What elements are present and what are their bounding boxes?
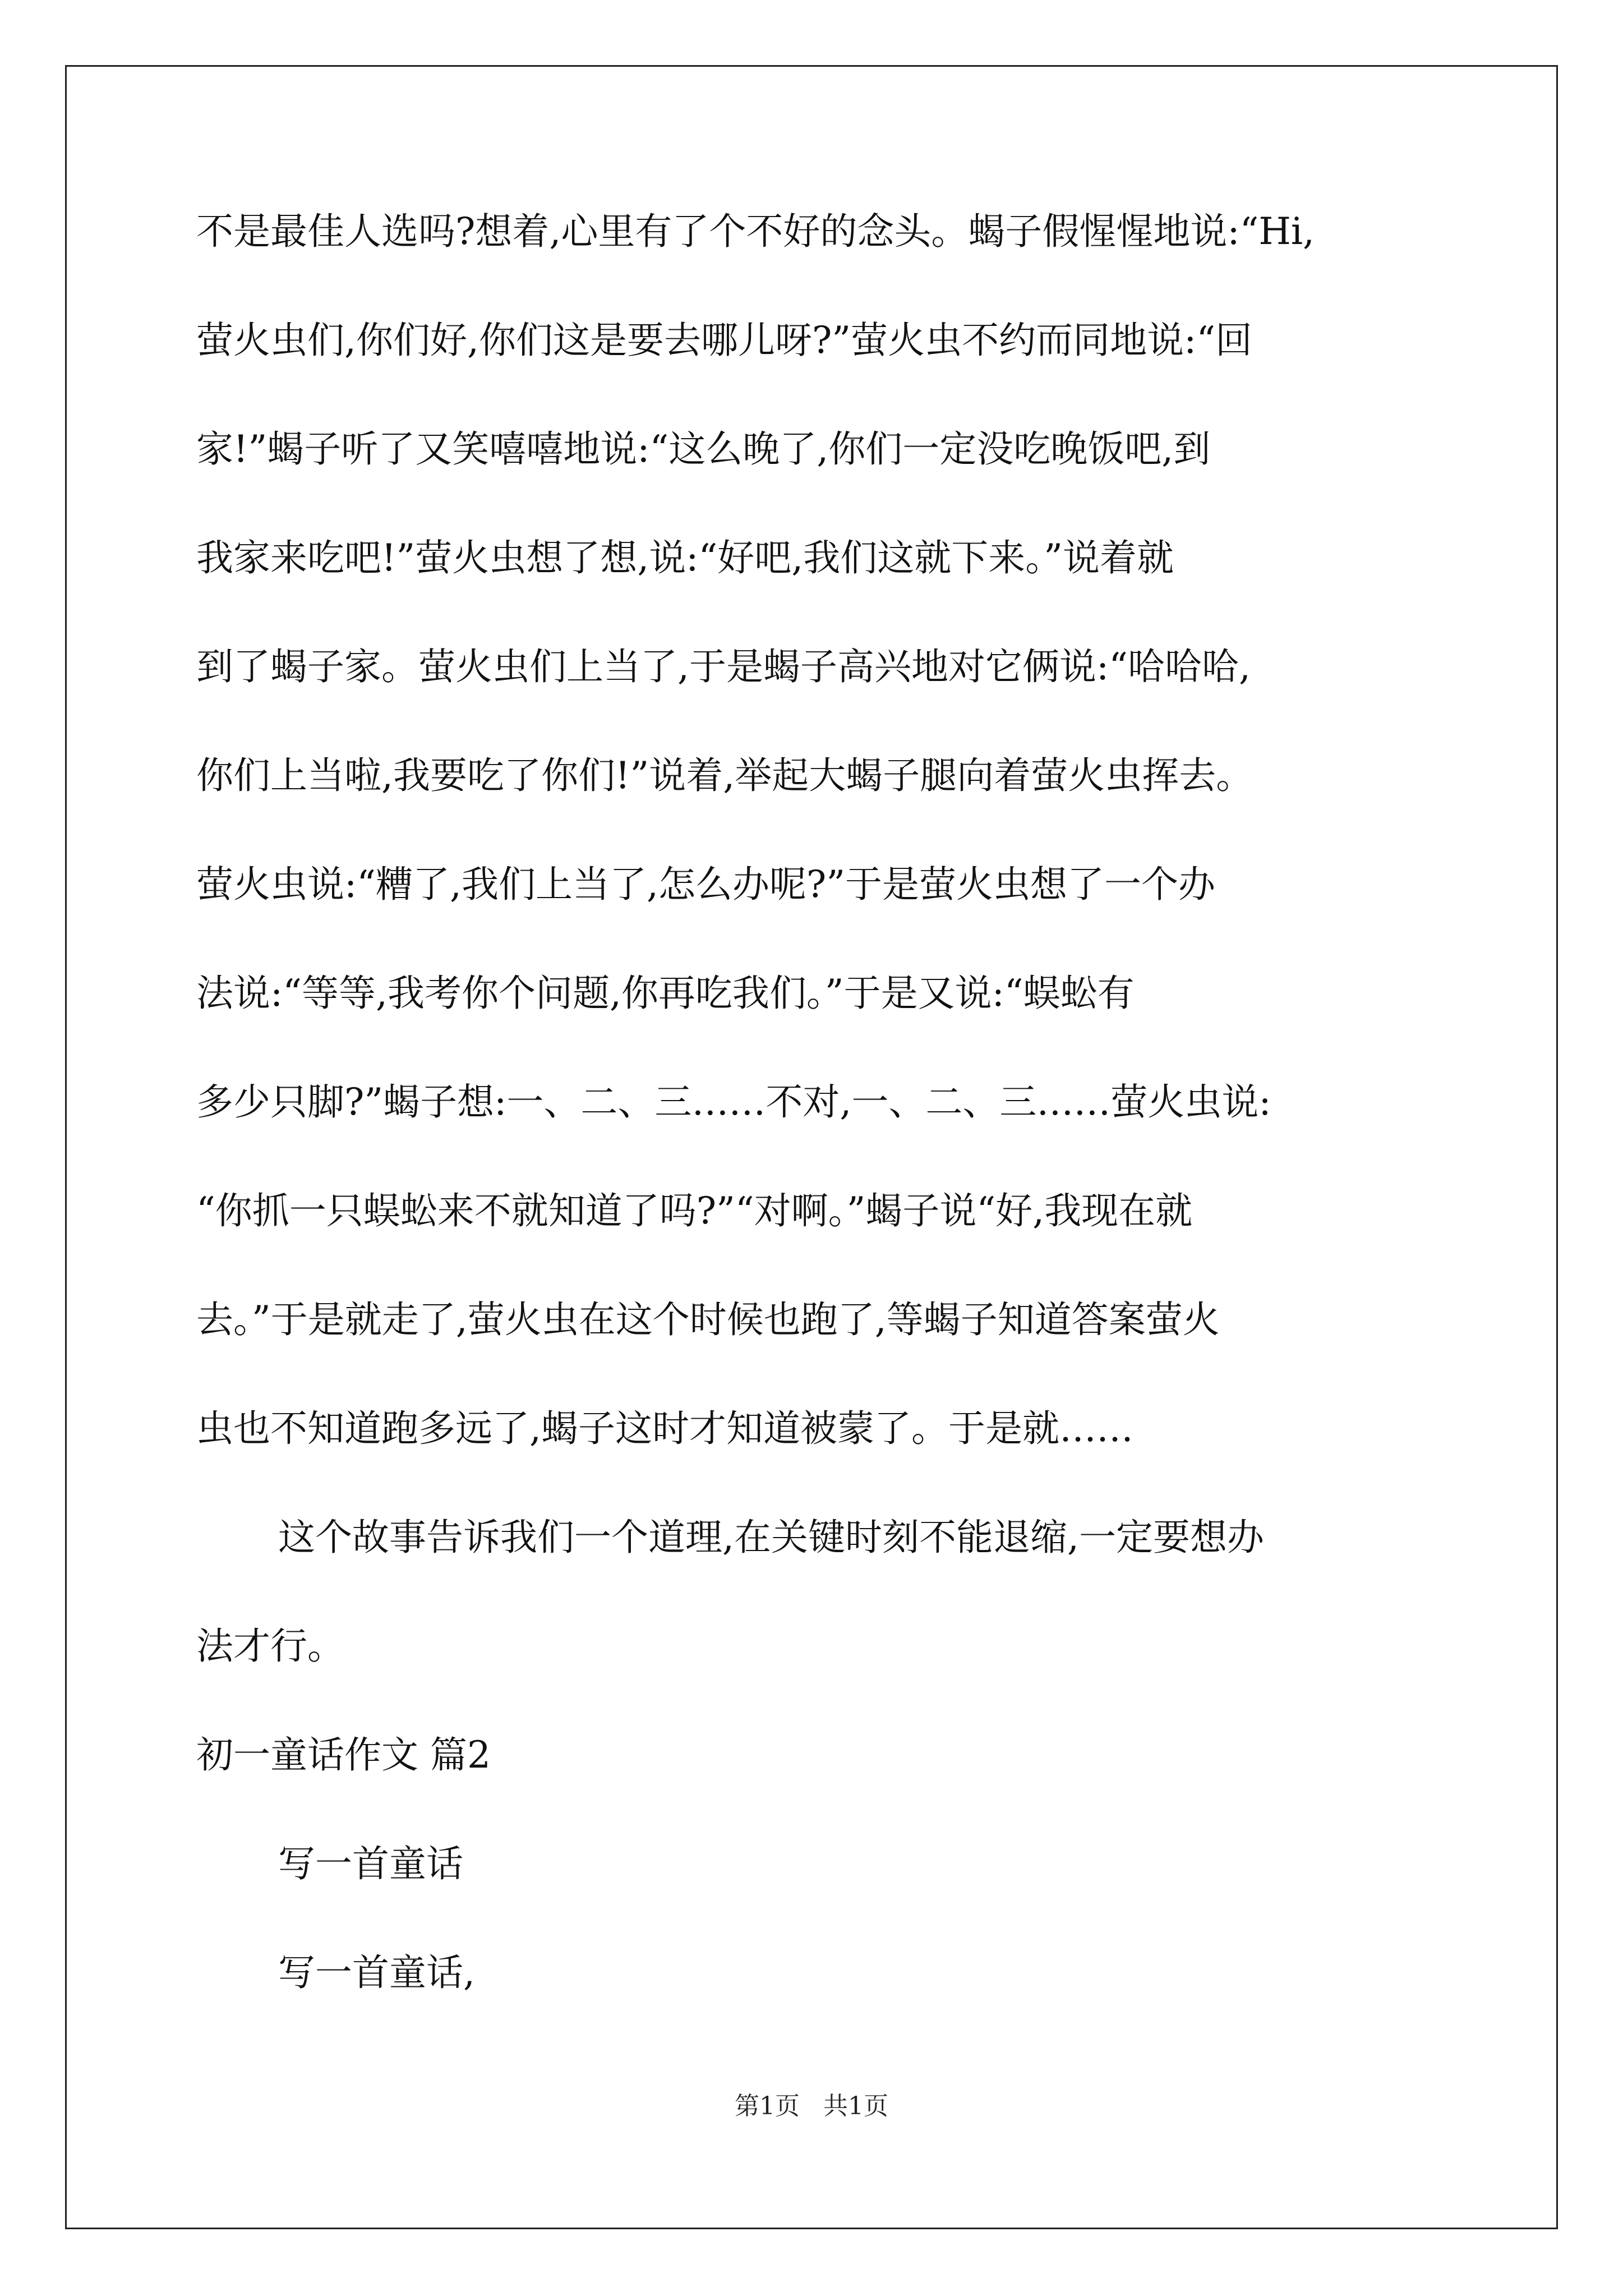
paragraph-line: 不是最佳人选吗?想着,心里有了个不好的念头。蝎子假惺惺地说:“Hi, [196, 210, 1315, 253]
paragraph-line: “你抓一只蜈蚣来不就知道了吗?”“对啊。”蝎子说“好,我现在就 [196, 1189, 1193, 1232]
paragraph-line: 萤火虫们,你们好,你们这是要去哪儿呀?”萤火虫不约而同地说:“回 [196, 319, 1253, 362]
document-body [196, 177, 1436, 2027]
paragraph-line: 写一首童话 [278, 1842, 463, 1885]
paragraph-line: 萤火虫说:“糟了,我们上当了,怎么办呢?”于是萤火虫想了一个办 [196, 863, 1216, 906]
paragraph-line: 多少只脚?”蝎子想:一、二、三……不对,一、二、三……萤火虫说: [196, 1080, 1271, 1124]
paragraph-line: 写一首童话, [278, 1951, 475, 1994]
page-number: 第1页 [735, 2092, 800, 2120]
page-total: 共1页 [823, 2092, 888, 2120]
paragraph-line: 家!”蝎子听了又笑嘻嘻地说:“这么晚了,你们一定没吃晚饭吧,到 [196, 427, 1211, 471]
paragraph-line: 法才行。 [196, 1625, 344, 1668]
paragraph-line: 我家来吃吧!”萤火虫想了想,说:“好吧,我们这就下来。”说着就 [196, 536, 1174, 579]
paragraph-line: 虫也不知道跑多远了,蝎子这时才知道被蒙了。于是就…… [196, 1407, 1133, 1450]
paragraph-line: 法说:“等等,我考你个问题,你再吃我们。”于是又说:“蜈蚣有 [196, 972, 1135, 1015]
paragraph-line: 去。”于是就走了,萤火虫在这个时候也跑了,等蝎子知道答案萤火 [196, 1298, 1220, 1341]
page-footer [0, 2086, 1623, 2122]
paragraph-line: 到了蝎子家。萤火虫们上当了,于是蝎子高兴地对它俩说:“哈哈哈, [196, 645, 1251, 688]
paragraph-line: 这个故事告诉我们一个道理,在关键时刻不能退缩,一定要想办 [278, 1516, 1264, 1559]
paragraph-line: 你们上当啦,我要吃了你们!”说着,举起大蝎子腿向着萤火虫挥去。 [196, 754, 1253, 797]
section-heading: 初一童话作文 篇2 [196, 1733, 491, 1777]
